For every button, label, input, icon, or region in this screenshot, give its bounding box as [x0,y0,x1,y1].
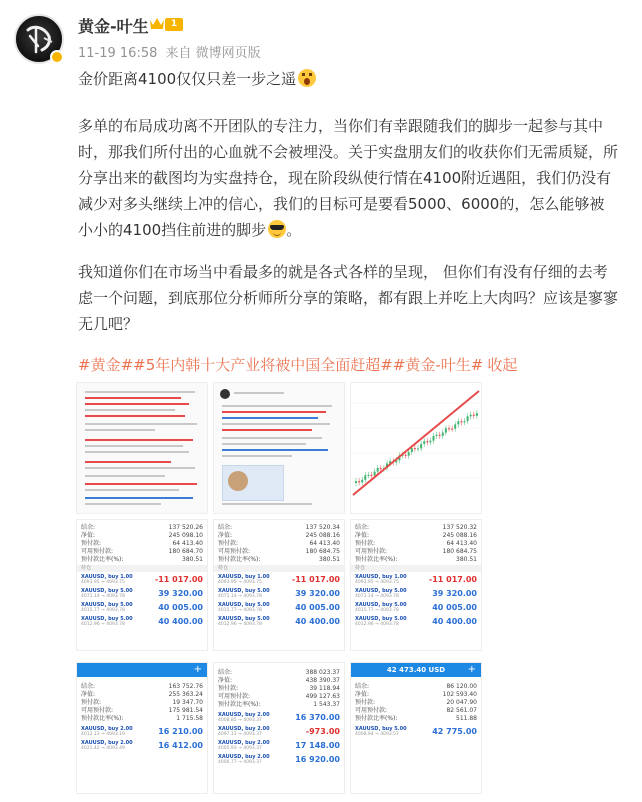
sunglasses-emoji-icon [268,220,286,238]
account-row-label: 净值: [218,677,233,684]
position-symbol: XAUUSD, buy 5.00 [355,726,407,732]
add-icon: + [193,664,202,675]
position-profit: 40 400.00 [158,617,203,626]
account-row-label: 预付款: [81,540,102,547]
positions-section-header: 持仓 [77,565,207,572]
position-row[interactable] [218,754,340,766]
position-prices: 4015.77 → 4093.78 [81,608,125,613]
post-headline [78,66,618,92]
account-row-label: 预付款比率(%): [81,715,124,722]
post-paragraph-1-text: 多单的布局成功离不开团队的专注力，当你们有幸跟随我们的脚步一起参与其中时，那我们所付出的心血就不会被埋没。关于实盘朋友们的收获你们无需质疑，所分享出来的截图均为实盘持仓，现在阶段纵使行情在4100附近遇阻，我们仍没有减少对多头继续上冲的信心，我们的目标可是要看5000、6000的，怎么能够被小小的4100挡住前进的脚步 [78,117,619,239]
account-row-label: 净值: [81,691,96,698]
account-row [355,540,477,548]
account-row-value: 245 088.16 [442,532,477,539]
account-row [355,548,477,556]
account-row [355,532,477,540]
position-prices: 4071.14 → 4093.78 [355,594,399,599]
image-tile-6[interactable] [350,519,482,651]
position-row[interactable] [81,602,203,614]
account-row-label: 结余: [218,524,233,531]
candlestick-chart [351,383,481,513]
account-row-value: 175 981.54 [168,707,203,714]
position-symbol: XAUUSD, buy 5.00 [355,588,407,594]
position-symbol: XAUUSD, buy 2.00 [218,754,270,760]
position-symbol: XAUUSD, buy 5.00 [218,602,270,608]
position-profit: 16 920.00 [295,755,340,764]
position-prices: 4093.95 → 4093.75 [218,580,262,585]
post-paragraph-1: 多单的布局成功离不开团队的专注力，当你们有幸跟随我们的脚步一起参与其中时，那我们所付出的心血就不会被埋没。关于实盘朋友们的收获你们无需质疑，所分享出来的截图均为实盘持仓，现在阶段纵使行情在4100附近遇阻，我们仍没有减少对多头继续上冲的信心，我们的目标可是要看5000、6000的，怎么能够被小小的4100挡住前进的脚步 。 [78,117,619,239]
account-row-label: 预付款比率(%): [355,715,398,722]
position-row[interactable] [355,574,477,586]
account-row [218,701,340,709]
account-row [355,524,477,532]
account-row-value: 499 127.63 [305,693,340,700]
account-row-value: 511.88 [456,715,477,722]
account-row-label: 预付款比率(%): [355,556,398,563]
account-row-value: 39 118.94 [309,685,340,692]
account-row [355,556,477,564]
account-row-label: 预付款: [81,699,102,706]
positions-section-header: 持仓 [351,565,481,572]
post-headline-text: 金价距离4100仅仅只差一步之遥 [78,70,297,88]
position-symbol: XAUUSD, buy 5.00 [81,602,133,608]
account-row [355,707,477,715]
account-row [355,683,477,691]
position-prices: 4012.96 → 4093.78 [355,622,399,627]
account-row [218,556,340,564]
image-tile-2[interactable] [213,382,345,514]
balance-title: 42 473.40 USD [386,666,446,674]
account-row-label: 结余: [81,524,96,531]
account-row [81,707,203,715]
account-row [81,524,203,532]
position-symbol: XAUUSD, buy 2.00 [218,740,270,746]
account-row-label: 预付款比率(%): [218,556,261,563]
account-row-value: 163 752.76 [168,683,203,690]
account-row [81,540,203,548]
position-symbol: XAUUSD, buy 5.00 [355,616,407,622]
image-tile-9[interactable] [350,662,482,794]
account-row-label: 可用预付款: [218,548,251,555]
position-row[interactable] [218,726,340,738]
account-row-value: 380.51 [319,556,340,563]
position-prices: 4093.95 → 4093.75 [81,580,125,585]
post-meta [78,42,265,61]
position-prices: 4006.77 → 4093.37 [218,760,262,765]
account-row-label: 预付款: [218,685,239,692]
position-symbol: XAUUSD, buy 5.00 [81,616,133,622]
position-symbol: XAUUSD, buy 5.00 [81,588,133,594]
account-row-label: 净值: [218,532,233,539]
scream-emoji-icon [298,69,316,87]
account-row-label: 预付款比率(%): [81,556,124,563]
account-row-value: 180 684.75 [305,548,340,555]
image-tile-4[interactable] [76,519,208,651]
account-row-value: 137 520.34 [305,524,340,531]
account-row-value: 438 390.37 [305,677,340,684]
account-row [355,699,477,707]
account-row-label: 结余: [355,524,370,531]
account-row-value: 245 088.16 [305,532,340,539]
account-row [218,677,340,685]
account-row-label: 可用预付款: [81,707,114,714]
user-name[interactable]: 黄金-叶生 [78,17,149,36]
position-row[interactable] [355,588,477,600]
account-row-value: 137 520.26 [168,524,203,531]
positions-section-header: 持仓 [214,565,344,572]
account-row [218,540,340,548]
account-row-label: 可用预付款: [81,548,114,555]
position-row[interactable] [355,726,477,738]
account-row [355,715,477,723]
position-row[interactable] [355,602,477,614]
position-prices: 4008.85 → 4093.37 [218,718,262,723]
position-symbol: XAUUSD, buy 1.00 [81,574,133,580]
account-row-value: 19 347.70 [172,699,203,706]
position-symbol: XAUUSD, buy 5.00 [355,602,407,608]
account-row [81,715,203,723]
account-row-value: 1 543.37 [313,701,340,708]
position-row[interactable] [218,740,340,752]
account-row-value: 20 047.90 [446,699,477,706]
account-row [81,548,203,556]
account-row-value: 380.51 [182,556,203,563]
position-prices: 4012.96 → 4093.78 [218,622,262,627]
account-row-label: 可用预付款: [355,707,388,714]
position-symbol: XAUUSD, buy 5.00 [218,616,270,622]
image-tile-8[interactable] [213,662,345,794]
account-row [218,524,340,532]
position-symbol: XAUUSD, buy 2.00 [81,726,133,732]
position-prices: 4008.94 → 4093.57 [355,732,399,737]
account-row-value: 64 413.40 [309,540,340,547]
position-symbol: XAUUSD, buy 2.00 [218,712,270,718]
position-row[interactable] [218,588,340,600]
position-row[interactable] [81,726,203,738]
account-row-value: 180 684.70 [168,548,203,555]
position-row[interactable] [81,574,203,586]
position-prices: 4015.77 → 4093.78 [355,608,399,613]
position-profit: 39 320.00 [158,589,203,598]
position-profit: 16 412.00 [158,741,203,750]
position-prices: 4071.14 → 4093.78 [81,594,125,599]
position-row[interactable] [355,616,477,628]
position-profit: 40 005.00 [295,603,340,612]
post-paragraph-2: 我知道你们在市场当中看最多的就是各式各样的呈现， 但你们有没有仔细的去考虑一个问题，到底那位分析师所分享的策略，都有跟上并吃上大肉吗？应该是寥寥无几吧？ [78,263,619,333]
app-header-bar [351,663,481,677]
position-row[interactable] [81,588,203,600]
post-source: 来自 微博网页版 [165,46,261,61]
position-prices: 4021.42 → 4093.49 [81,746,125,751]
account-row [81,683,203,691]
account-row-value: 388 023.37 [305,669,340,676]
position-prices: 4005.93 → 4093.37 [218,746,262,751]
position-profit: -11 017.00 [154,575,203,584]
account-row-label: 净值: [355,691,370,698]
position-symbol: XAUUSD, buy 2.00 [81,740,133,746]
image-tile-1[interactable] [76,382,208,514]
app-header-bar [77,663,207,677]
verified-badge-icon [50,50,64,64]
account-row-label: 可用预付款: [218,693,251,700]
position-row[interactable] [81,740,203,752]
position-profit: 16 370.00 [295,713,340,722]
account-row [218,685,340,693]
position-row[interactable] [218,602,340,614]
post-time[interactable]: 11-19 16:58 [78,46,158,61]
collapse-link[interactable]: 收起 [487,356,518,374]
position-symbol: XAUUSD, buy 1.00 [218,574,270,580]
position-prices: 4012.96 → 4093.78 [81,622,125,627]
position-prices: 4097.13 → 4093.37 [218,732,262,737]
account-row [218,532,340,540]
account-row [218,693,340,701]
position-prices: 4012.13 → 4093.19 [81,732,125,737]
account-row-value: 137 520.32 [442,524,477,531]
position-profit: 39 320.00 [295,589,340,598]
account-row-label: 预付款: [355,540,376,547]
account-row [218,669,340,677]
account-row-label: 结余: [355,683,370,690]
account-row [81,556,203,564]
account-row-value: 64 413.40 [446,540,477,547]
position-prices: 4071.14 → 4093.78 [218,594,262,599]
hashtag-links[interactable]: #黄金##5年内韩十大产业将被中国全面赶超##黄金-叶生# [78,356,484,374]
position-profit: 40 400.00 [432,617,477,626]
account-row-value: 255 363.24 [168,691,203,698]
account-row-value: 82 561.07 [446,707,477,714]
account-row-value: 180 684.75 [442,548,477,555]
position-profit: 40 400.00 [295,617,340,626]
account-row-label: 净值: [355,532,370,539]
account-row [81,691,203,699]
position-profit: 16 210.00 [158,727,203,736]
position-row[interactable] [81,616,203,628]
position-prices: 4015.77 → 4093.78 [218,608,262,613]
position-symbol: XAUUSD, buy 1.00 [355,574,407,580]
account-row-value: 64 413.40 [172,540,203,547]
image-tile-5[interactable] [213,519,345,651]
account-row-value: 86 120.00 [446,683,477,690]
position-row[interactable] [218,574,340,586]
position-profit: 17 148.00 [295,741,340,750]
position-profit: -973.00 [305,727,340,736]
position-profit: 40 005.00 [432,603,477,612]
position-prices: 4093.95 → 4093.75 [355,580,399,585]
position-profit: -11 017.00 [291,575,340,584]
account-row-value: 380.51 [456,556,477,563]
image-tile-7[interactable] [76,662,208,794]
position-symbol: XAUUSD, buy 2.00 [218,726,270,732]
position-row[interactable] [218,712,340,724]
account-row [218,548,340,556]
account-row-label: 预付款: [355,699,376,706]
position-symbol: XAUUSD, buy 5.00 [218,588,270,594]
image-tile-chart[interactable] [350,382,482,514]
account-row-label: 预付款: [218,540,239,547]
crown-icon [149,16,165,31]
image-grid [76,382,482,794]
add-icon: + [467,664,476,675]
position-profit: -11 017.00 [428,575,477,584]
account-row-label: 结余: [218,669,233,676]
account-row-label: 净值: [81,532,96,539]
account-row-value: 245 098.10 [168,532,203,539]
post-tags [78,352,618,378]
position-profit: 42 775.00 [432,727,477,736]
level-badge: 1 [165,18,183,31]
account-row-label: 预付款比率(%): [218,701,261,708]
account-row [355,691,477,699]
position-profit: 39 320.00 [432,589,477,598]
account-row [81,532,203,540]
account-row-value: 102 593.40 [442,691,477,698]
account-row-label: 结余: [81,683,96,690]
account-row [81,699,203,707]
account-row-label: 可用预付款: [355,548,388,555]
position-row[interactable] [218,616,340,628]
position-profit: 40 005.00 [158,603,203,612]
account-row-value: 1 715.58 [176,715,203,722]
